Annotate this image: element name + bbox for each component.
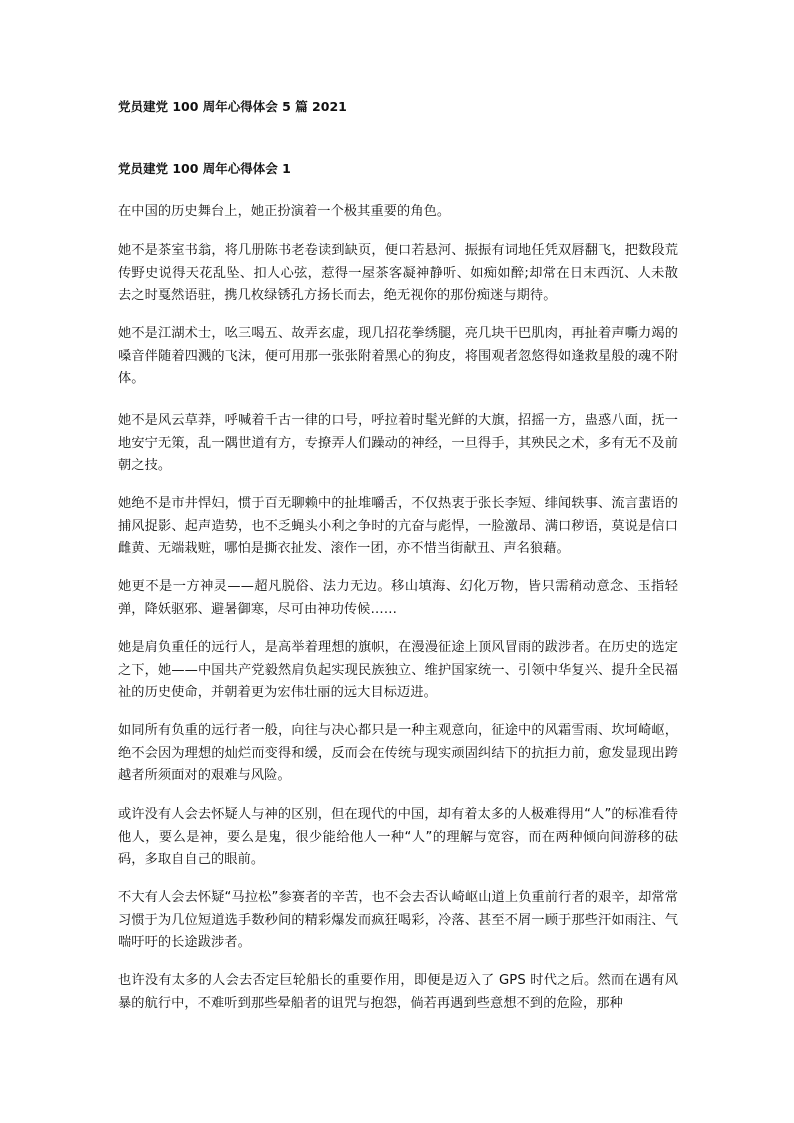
paragraph: 她是肩负重任的远行人，是高举着理想的旗帜，在漫漫征途上顶风冒雨的跋涉者。在历史的选定之下，她——中国共产党毅然肩负起实现民族独立、维护国家统一、引领中华复兴、提升全民福祉的历史使命，并朝着更为宏伟壮丽的远大目标迈进。 — [118, 640, 678, 700]
paragraph: 她更不是一方神灵——超凡脱俗、法力无边。移山填海、幻化万物，皆只需稍动意念、玉指轻弹，降妖驱邪、避暑御寒，尽可由神功传候…… — [118, 579, 678, 617]
paragraph: 也许没有太多的人会去否定巨轮船长的重要作用，即便是迈入了 GPS 时代之后。然而在遇有风暴的航行中，不难听到那些晕船者的诅咒与抱怨，倘若再遇到些意想不到的危险，那种 — [118, 973, 678, 1011]
section-title: 党员建党 100 周年心得体会 1 — [118, 161, 291, 176]
paragraph: 不大有人会去怀疑“马拉松”参赛者的辛苦，也不会去否认崎岖山道上负重前行者的艰辛，却常常习惯于为几位短道选手数秒间的精彩爆发而疯狂喝彩，冷落、甚至不屑一顾于那些汗如雨注、气喘吁吁的长途跋涉者。 — [118, 890, 678, 950]
paragraph: 如同所有负重的远行者一般，向往与决心都只是一种主观意向，征途中的风霜雪雨、坎坷崎岖，绝不会因为理想的灿烂而变得和缓，反而会在传统与现实顽固纠结下的抗拒力前，愈发显现出跨越者所须面对的艰难与风险。 — [118, 723, 678, 783]
paragraph: 她绝不是市井悍妇，惯于百无聊赖中的扯堆嚼舌，不仅热衷于张长李短、绯闻轶事、流言蜚语的捕风捉影、起声造势，也不乏蝇头小利之争时的亢奋与彪悍，一脸激昂、满口秽语，莫说是信口雌黄、无端栽赃，哪怕是撕衣扯发、滚作一团，亦不惜当街献丑、声名狼藉。 — [118, 496, 678, 556]
paragraph: 在中国的历史舞台上，她正扮演着一个极其重要的角色。 — [118, 204, 451, 219]
paragraph: 她不是江湖术士，吆三喝五、故弄玄虚，现几招花拳绣腿，亮几块干巴肌肉，再扯着声嘶力竭的嗓音伴随着四溅的飞沫，便可用那一张张附着黑心的狗皮，将围观者忽悠得如逢救星般的魂不附体。 — [118, 326, 678, 386]
paragraph: 她不是风云草莽，呼喊着千古一律的口号，呼拉着时髦光鲜的大旗，招摇一方，蛊惑八面，抚一地安宁无策，乱一隅世道有方，专撩弄人们躁动的神经，一旦得手，其殃民之术，多有无不及前朝之技。 — [118, 413, 678, 473]
document-title: 党员建党 100 周年心得体会 5 篇 2021 — [118, 99, 347, 114]
paragraph: 她不是茶室书翁，将几册陈书老卷读到缺页，便口若悬河、振振有词地任凭双唇翻飞，把数段荒传野史说得天花乱坠、扣人心弦，惹得一屋茶客凝神静听、如痴如醉;却常在日末西沉、人未散去之时戛然语驻，携几枚绿锈孔方扬长而去，绝无视你的那份痴迷与期待。 — [118, 243, 678, 303]
paragraph: 或许没有人会去怀疑人与神的区别，但在现代的中国，却有着太多的人极难得用“人”的标准看待他人，要么是神，要么是鬼，很少能给他人一种“人”的理解与宽容，而在两种倾向间游移的砝码，多取自自己的眼前。 — [118, 807, 678, 867]
